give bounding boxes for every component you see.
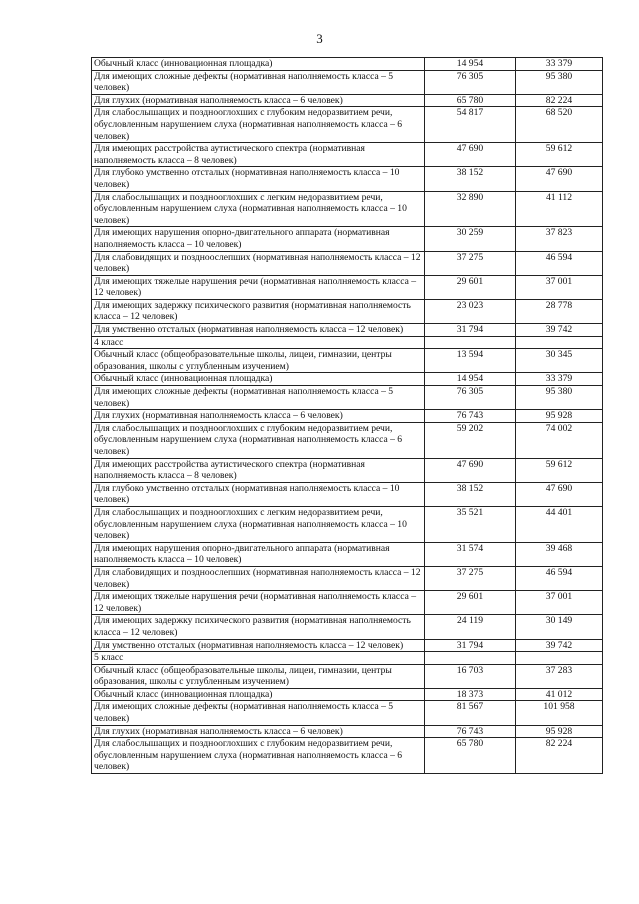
row-value-2: 39 468: [516, 542, 603, 566]
row-value-1: 47 690: [425, 143, 516, 167]
table-row: [92, 191, 603, 227]
row-description: Обычный класс (инновационная площадка): [92, 58, 425, 71]
row-value-1: 31 794: [425, 639, 516, 652]
row-description: Для глубоко умственно отсталых (нормативная наполняемость класса – 10 человек): [92, 482, 425, 506]
table-row: [92, 458, 603, 482]
row-value-2: 47 690: [516, 167, 603, 191]
row-value-2: [516, 652, 603, 665]
row-value-2: 82 224: [516, 738, 603, 774]
row-description: Для слабослышащих и позднооглохших с легким недоразвитием речи, обусловленным нарушением слуха (нормативная наполняемость класса – 10 человек): [92, 506, 425, 542]
row-value-2: 59 612: [516, 458, 603, 482]
row-description: Для имеющих сложные дефекты (нормативная наполняемость класса – 5 человек): [92, 70, 425, 94]
row-value-1: 76 743: [425, 410, 516, 423]
table-row: [92, 664, 603, 688]
table-row: [92, 591, 603, 615]
page-number: 3: [316, 31, 323, 46]
row-description: Для слабовидящих и поздноослепших (нормативная наполняемость класса – 12 человек): [92, 566, 425, 590]
row-description: Для умственно отсталых (нормативная наполняемость класса – 12 человек): [92, 324, 425, 337]
row-description: Для глухих (нормативная наполняемость класса – 6 человек): [92, 94, 425, 107]
table-row: [92, 227, 603, 251]
table-row: [92, 58, 603, 71]
table-row: [92, 688, 603, 701]
table-row: [92, 566, 603, 590]
table-row: [92, 506, 603, 542]
row-description: Для имеющих сложные дефекты (нормативная наполняемость класса – 5 человек): [92, 386, 425, 410]
table-body: [92, 58, 603, 774]
row-value-2: 37 823: [516, 227, 603, 251]
row-value-1: 37 275: [425, 251, 516, 275]
row-value-2: 30 345: [516, 349, 603, 373]
row-value-2: 46 594: [516, 251, 603, 275]
row-value-1: 65 780: [425, 94, 516, 107]
row-description: 4 класс: [92, 336, 425, 349]
row-value-1: 35 521: [425, 506, 516, 542]
row-description: Обычный класс (инновационная площадка): [92, 688, 425, 701]
row-value-1: 29 601: [425, 591, 516, 615]
table-row: [92, 542, 603, 566]
row-description: Для имеющих сложные дефекты (нормативная наполняемость класса – 5 человек): [92, 701, 425, 725]
row-value-2: 44 401: [516, 506, 603, 542]
table-row: [92, 386, 603, 410]
row-value-2: 59 612: [516, 143, 603, 167]
row-value-1: 38 152: [425, 482, 516, 506]
table-row: [92, 143, 603, 167]
row-value-2: 28 778: [516, 299, 603, 323]
row-value-1: 76 305: [425, 70, 516, 94]
row-description: Для слабослышащих и позднооглохших с глубоким недоразвитием речи, обусловленным нарушением слуха (нормативная наполняемость класса – 6 человек): [92, 738, 425, 774]
table-row: [92, 738, 603, 774]
row-value-2: 39 742: [516, 639, 603, 652]
row-value-2: 47 690: [516, 482, 603, 506]
row-value-1: 65 780: [425, 738, 516, 774]
row-description: Обычный класс (общеобразовательные школы, лицеи, гимназии, центры образования, школы с углубленным изучением): [92, 664, 425, 688]
row-value-1: [425, 652, 516, 665]
row-value-2: 37 283: [516, 664, 603, 688]
table-row: [92, 275, 603, 299]
row-value-1: 18 373: [425, 688, 516, 701]
row-description: Для слабовидящих и поздноослепших (нормативная наполняемость класса – 12 человек): [92, 251, 425, 275]
row-description: Для глухих (нормативная наполняемость класса – 6 человек): [92, 410, 425, 423]
row-value-2: 82 224: [516, 94, 603, 107]
row-value-1: 76 743: [425, 725, 516, 738]
row-value-2: 33 379: [516, 373, 603, 386]
row-value-1: 37 275: [425, 566, 516, 590]
row-value-2: 41 112: [516, 191, 603, 227]
row-description: Для имеющих расстройства аутистического спектра (нормативная наполняемость класса – 8 человек): [92, 143, 425, 167]
row-description: Для глубоко умственно отсталых (нормативная наполняемость класса – 10 человек): [92, 167, 425, 191]
row-description: Для слабослышащих и позднооглохших с легким недоразвитием речи, обусловленным нарушением слуха (нормативная наполняемость класса – 10 человек): [92, 191, 425, 227]
table-row: [92, 167, 603, 191]
table-row: [92, 94, 603, 107]
table-row: [92, 701, 603, 725]
row-value-1: 13 594: [425, 349, 516, 373]
row-value-2: 95 380: [516, 70, 603, 94]
row-value-1: 23 023: [425, 299, 516, 323]
row-value-2: 74 002: [516, 422, 603, 458]
table-row: [92, 725, 603, 738]
row-description: Для имеющих тяжелые нарушения речи (нормативная наполняемость класса – 12 человек): [92, 591, 425, 615]
row-value-2: [516, 336, 603, 349]
row-value-2: 101 958: [516, 701, 603, 725]
row-description: Для умственно отсталых (нормативная наполняемость класса – 12 человек): [92, 639, 425, 652]
row-description: Для имеющих задержку психического развития (нормативная наполняемость класса – 12 человек): [92, 299, 425, 323]
table-row: [92, 324, 603, 337]
row-value-1: 32 890: [425, 191, 516, 227]
row-description: Для имеющих нарушения опорно-двигательного аппарата (нормативная наполняемость класса – 10 человек): [92, 227, 425, 251]
row-value-2: 46 594: [516, 566, 603, 590]
row-value-1: [425, 336, 516, 349]
row-value-1: 59 202: [425, 422, 516, 458]
table-row: [92, 482, 603, 506]
row-description: Обычный класс (общеобразовательные школы, лицеи, гимназии, центры образования, школы с углубленным изучением): [92, 349, 425, 373]
row-value-1: 31 794: [425, 324, 516, 337]
table-row: [92, 615, 603, 639]
row-value-2: 33 379: [516, 58, 603, 71]
row-value-1: 38 152: [425, 167, 516, 191]
row-value-1: 47 690: [425, 458, 516, 482]
row-description: Для имеющих расстройства аутистического спектра (нормативная наполняемость класса – 8 человек): [92, 458, 425, 482]
row-value-2: 30 149: [516, 615, 603, 639]
table-row: [92, 373, 603, 386]
row-description: 5 класс: [92, 652, 425, 665]
row-description: Для имеющих тяжелые нарушения речи (нормативная наполняемость класса – 12 человек): [92, 275, 425, 299]
row-value-2: 39 742: [516, 324, 603, 337]
row-value-1: 54 817: [425, 107, 516, 143]
table-row: [92, 422, 603, 458]
row-value-1: 81 567: [425, 701, 516, 725]
row-value-2: 37 001: [516, 275, 603, 299]
cost-table: [91, 57, 603, 774]
row-value-2: 68 520: [516, 107, 603, 143]
table-row: [92, 336, 603, 349]
row-description: Для имеющих нарушения опорно-двигательного аппарата (нормативная наполняемость класса – 10 человек): [92, 542, 425, 566]
table-row: [92, 652, 603, 665]
table-row: [92, 70, 603, 94]
row-description: Для имеющих задержку психического развития (нормативная наполняемость класса – 12 человек): [92, 615, 425, 639]
row-value-1: 24 119: [425, 615, 516, 639]
row-value-2: 95 928: [516, 410, 603, 423]
table-row: [92, 410, 603, 423]
row-value-2: 95 380: [516, 386, 603, 410]
table-row: [92, 299, 603, 323]
row-value-1: 29 601: [425, 275, 516, 299]
row-value-2: 37 001: [516, 591, 603, 615]
row-value-2: 95 928: [516, 725, 603, 738]
row-value-1: 31 574: [425, 542, 516, 566]
row-description: Обычный класс (инновационная площадка): [92, 373, 425, 386]
row-value-1: 30 259: [425, 227, 516, 251]
row-value-2: 41 012: [516, 688, 603, 701]
table-row: [92, 349, 603, 373]
row-value-1: 14 954: [425, 373, 516, 386]
row-value-1: 14 954: [425, 58, 516, 71]
table-row: [92, 107, 603, 143]
row-description: Для глухих (нормативная наполняемость класса – 6 человек): [92, 725, 425, 738]
table-row: [92, 639, 603, 652]
row-description: Для слабослышащих и позднооглохших с глубоким недоразвитием речи, обусловленным нарушением слуха (нормативная наполняемость класса – 6 человек): [92, 107, 425, 143]
row-description: Для слабослышащих и позднооглохших с глубоким недоразвитием речи, обусловленным нарушением слуха (нормативная наполняемость класса – 6 человек): [92, 422, 425, 458]
table-row: [92, 251, 603, 275]
row-value-1: 76 305: [425, 386, 516, 410]
row-value-1: 16 703: [425, 664, 516, 688]
